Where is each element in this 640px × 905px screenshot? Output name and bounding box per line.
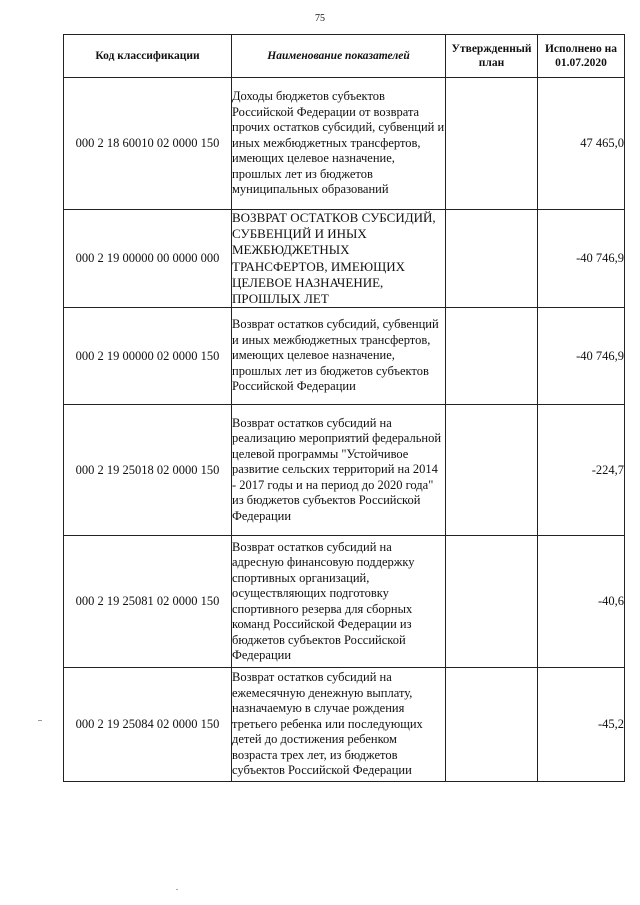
header-plan: Утвержденный план [446,35,538,78]
row-code: 000 2 19 00000 02 0000 150 [64,308,232,405]
row-code: 000 2 19 25081 02 0000 150 [64,536,232,668]
page-number: 75 [315,13,325,24]
row-name: ВОЗВРАТ ОСТАТКОВ СУБСИДИЙ, СУБВЕНЦИЙ И ИНЫХ МЕЖБЮДЖЕТНЫХ ТРАНСФЕРТОВ, ИМЕЮЩИХ ЦЕЛЕВОЕ НАЗНАЧЕНИЕ, ПРОШЛЫХ ЛЕТ [232,210,446,308]
row-name: Возврат остатков субсидий, субвенций и иных межбюджетных трансфертов, имеющих целевое назначение, прошлых лет из бюджетов субъектов Российской Федерации [232,308,446,405]
table-header-row [64,35,625,78]
row-plan [446,78,538,210]
row-executed: -40 746,9 [538,308,625,405]
table-row [64,78,625,210]
row-name: Доходы бюджетов субъектов Российской Федерации от возврата прочих остатков субсидий, субвенций и иных межбюджетных трансфертов, имеющих целевое назначение, прошлых лет из бюджетов муниципальных образований [232,78,446,210]
row-name: Возврат остатков субсидий на ежемесячную денежную выплату, назначаемую в случае рождения третьего ребенка или последующих детей до достижения ребенком возраста трех лет, из бюджетов субъектов Российской Федерации [232,668,446,782]
table-row [64,308,625,405]
row-executed: -224,7 [538,405,625,536]
row-executed: -45,2 [538,668,625,782]
table-row [64,405,625,536]
header-code: Код классификации [64,35,232,78]
table-row [64,668,625,782]
header-name: Наименование показателей [232,35,446,78]
row-executed: -40,6 [538,536,625,668]
row-code: 000 2 19 25084 02 0000 150 [64,668,232,782]
row-executed: -40 746,9 [538,210,625,308]
header-executed: Исполнено на 01.07.2020 [538,35,625,78]
row-code: 000 2 19 25018 02 0000 150 [64,405,232,536]
table-row [64,210,625,308]
row-plan [446,668,538,782]
row-plan [446,405,538,536]
row-code: 000 2 18 60010 02 0000 150 [64,78,232,210]
scan-speck [176,889,178,890]
row-plan [446,536,538,668]
table-row [64,536,625,668]
scan-speck [38,720,42,721]
row-code: 000 2 19 00000 00 0000 000 [64,210,232,308]
row-plan [446,210,538,308]
row-executed: 47 465,0 [538,78,625,210]
row-name: Возврат остатков субсидий на реализацию мероприятий федеральной целевой программы "Устойчивое развитие сельских территорий на 2014 - 2017 годы и на период до 2020 года" из бюджетов субъектов Российской Федерации [232,405,446,536]
row-name: Возврат остатков субсидий на адресную финансовую поддержку спортивных организаций, осуществляющих подготовку спортивного резерва для сборных команд Российской Федерации из бюджетов субъектов Российской Федерации [232,536,446,668]
row-plan [446,308,538,405]
budget-table [63,34,625,782]
